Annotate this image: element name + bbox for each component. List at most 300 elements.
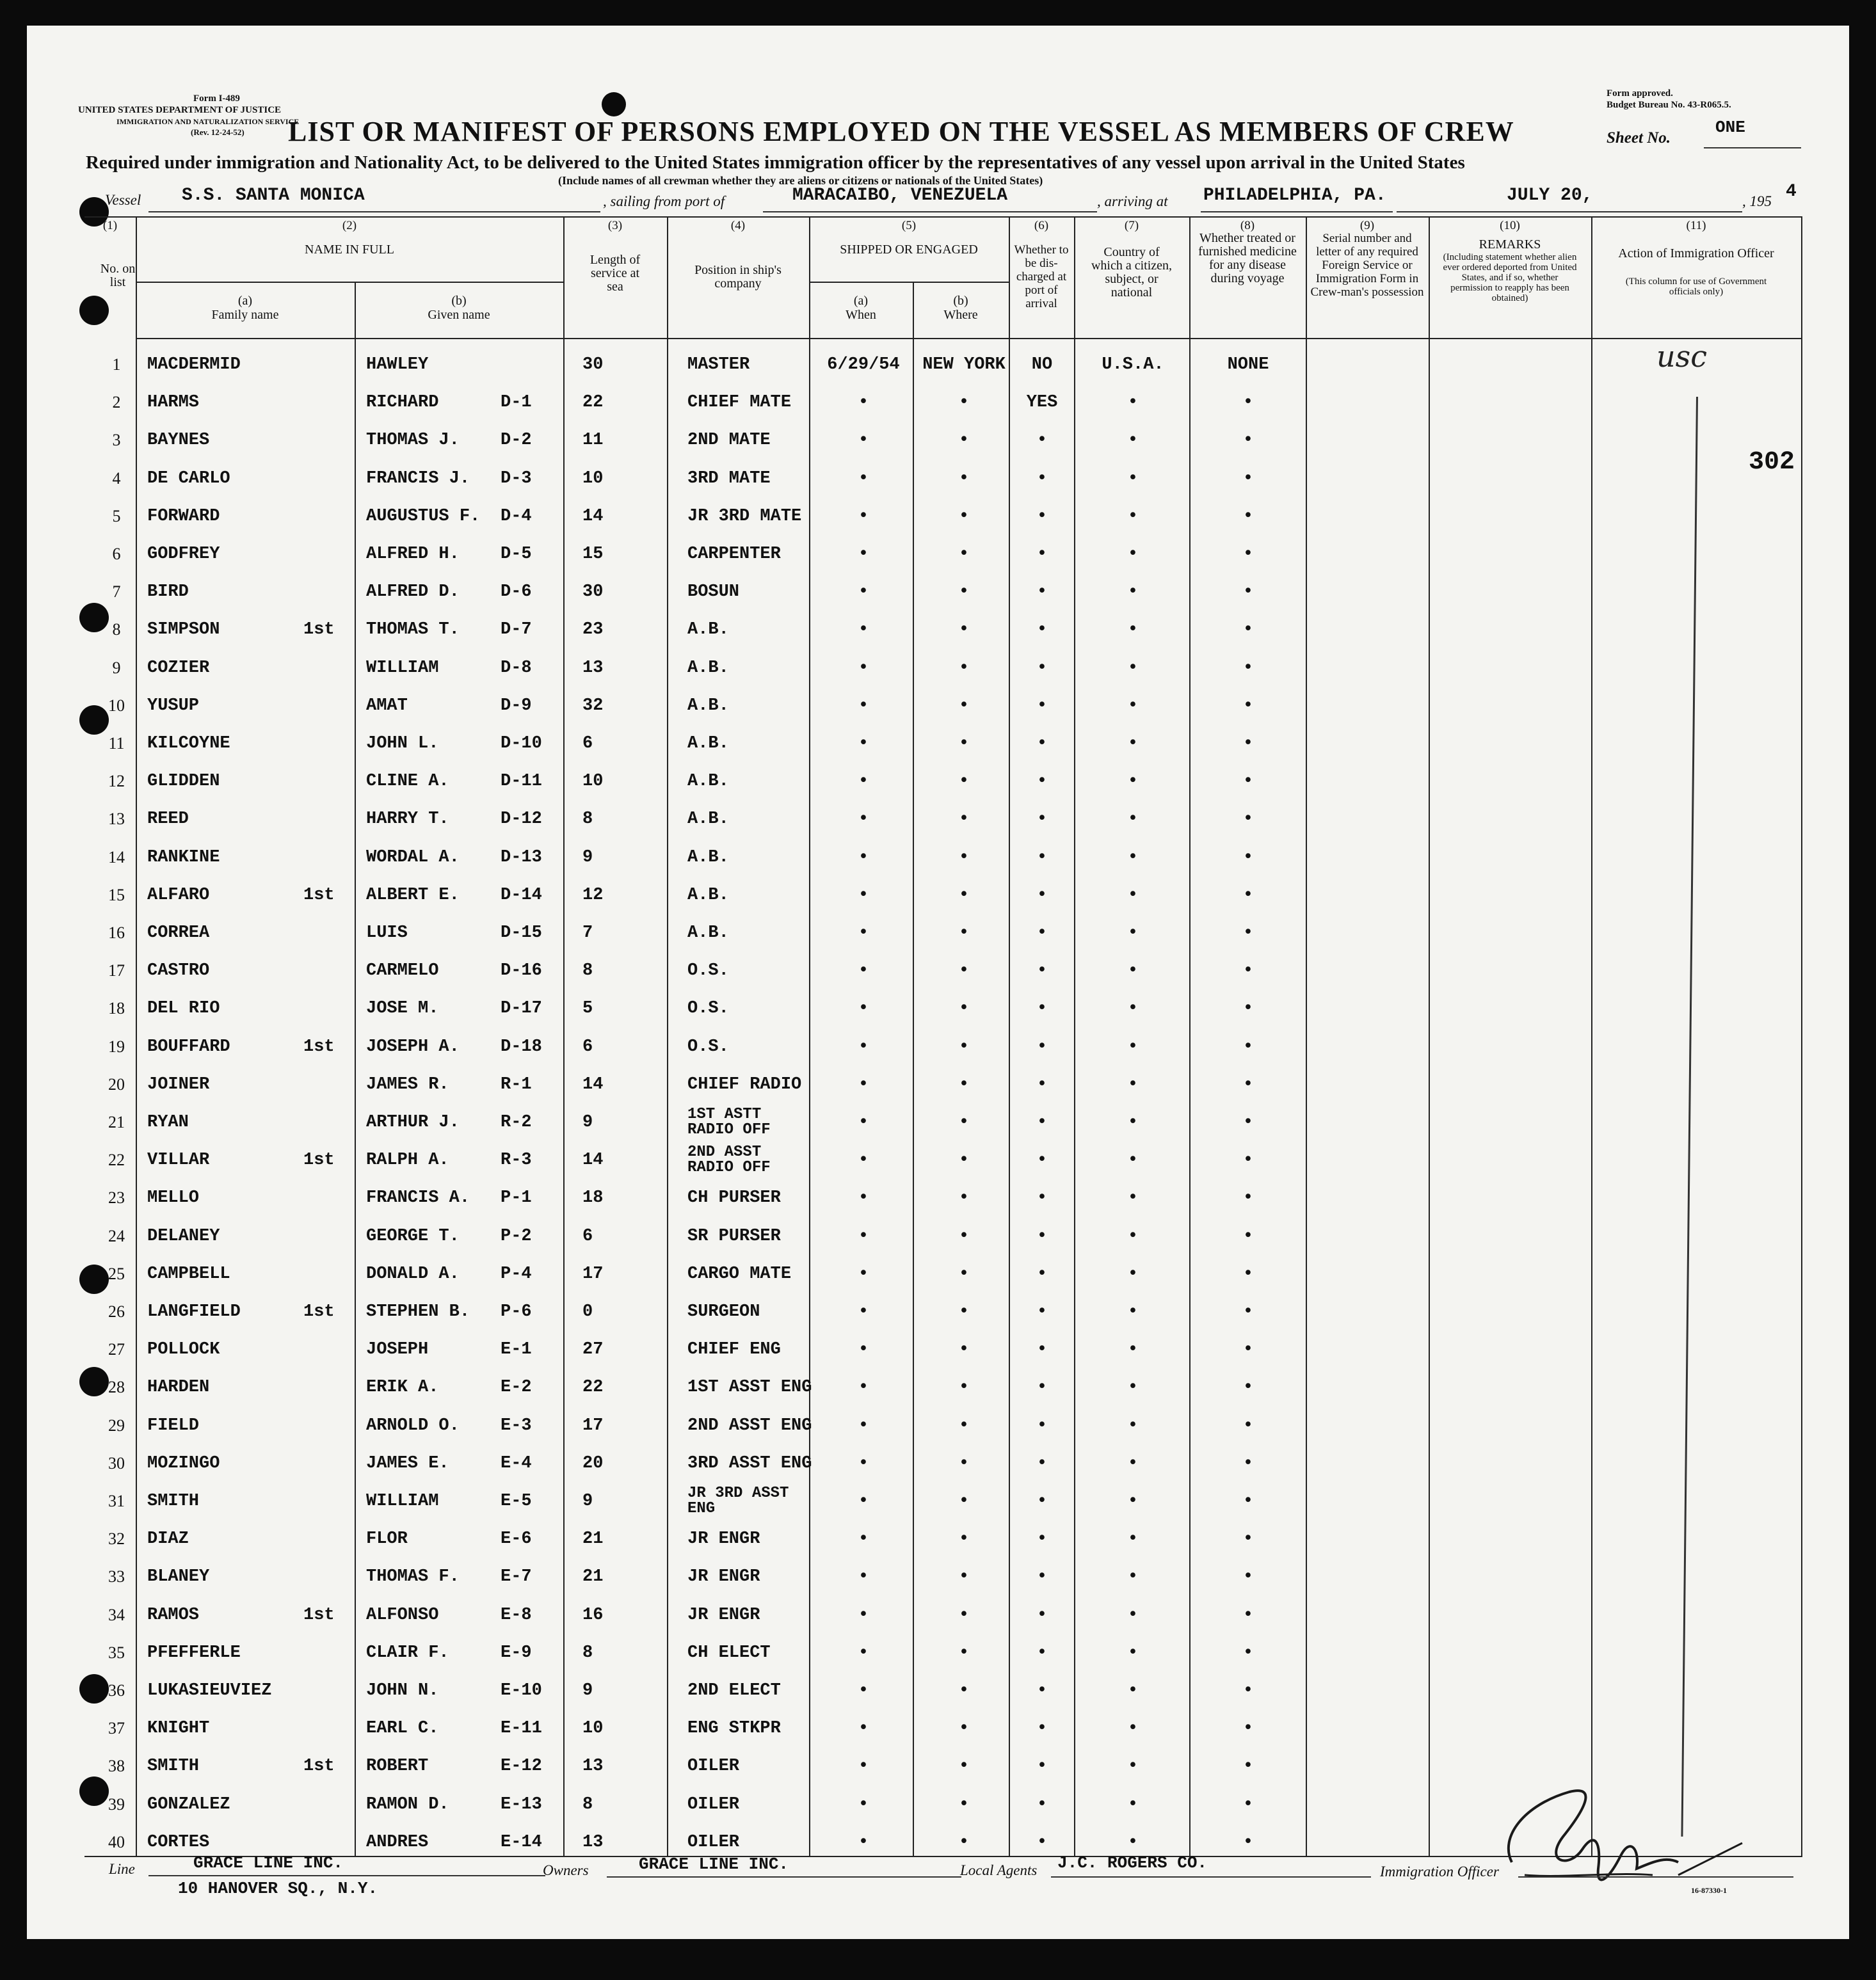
cell-country: • [1127,506,1139,526]
cell-treated: • [1242,847,1254,867]
cell-code: D-10 [501,734,542,753]
col-number: (7) [1124,219,1139,232]
cell-code: E-5 [501,1492,532,1511]
row-number: 11 [108,734,125,753]
cell-given: ANDRES [366,1832,429,1852]
cell-discharged: • [1036,772,1048,792]
cell-treated: • [1242,772,1254,792]
cell-where: • [958,393,970,413]
row-number: 36 [108,1681,125,1700]
arrival-date: JULY 20, [1507,186,1593,205]
cell-service: 10 [582,468,604,488]
cell-treated: • [1242,545,1254,564]
cell-position: JR 3RD MATE [687,506,802,526]
officer-underline [1518,1876,1793,1878]
header-letter: (a) [853,294,869,308]
row-number: 16 [108,923,125,942]
col-number: (10) [1500,219,1520,232]
table-row [27,1293,1849,1331]
cell-discharged: • [1036,1226,1048,1246]
cell-mark: 1st [303,1605,335,1625]
row-number: 10 [108,696,125,715]
cell-position: JR 3RD ASST ENG [687,1485,789,1517]
agency-subline: IMMIGRATION AND NATURALIZATION SERVICE [116,117,300,126]
cell-where: • [958,658,970,678]
header-country: Country of which a citizen, subject, or national [1091,245,1173,299]
cell-country: • [1127,1643,1139,1663]
line-address: 10 HANOVER SQ., N.Y. [178,1879,378,1898]
cell-service: 22 [582,393,604,413]
cell-given: FRANCIS A. [366,1188,470,1208]
table-row [27,421,1849,459]
table-row [27,1520,1849,1558]
table-row [27,1634,1849,1672]
cell-family: DE CARLO [147,468,230,488]
cell-treated: • [1242,999,1254,1019]
arriving-port: PHILADELPHIA, PA. [1203,186,1386,205]
row-number: 25 [108,1264,125,1283]
approval-line: Form approved. [1607,88,1673,99]
cell-discharged: • [1036,961,1048,981]
cell-discharged: • [1036,1681,1048,1700]
cell-treated: • [1242,1378,1254,1398]
year-prefix: , 195 [1742,193,1772,209]
cell-where: • [958,1378,970,1398]
cell-given: THOMAS F. [366,1567,460,1587]
cell-treated: • [1242,658,1254,678]
agents-value: J.C. ROGERS CO. [1057,1853,1208,1872]
cell-discharged: • [1036,1378,1048,1398]
cell-family: BLANEY [147,1567,210,1587]
cell-treated: • [1242,1567,1254,1587]
cell-given: GEORGE T. [366,1226,460,1246]
cell-treated: • [1242,1757,1254,1776]
cell-when: • [858,1340,869,1360]
cell-family: HARMS [147,393,200,413]
cell-treated: • [1242,1605,1254,1625]
cell-position: A.B. [687,810,729,829]
cell-where: • [958,1453,970,1473]
header-immigration-action: Action of Immigration Officer [1618,246,1774,260]
cell-discharged: • [1036,1719,1048,1739]
cell-when: • [858,431,869,451]
cell-treated: • [1242,1453,1254,1473]
cell-code: E-13 [501,1794,542,1814]
cell-treated: • [1242,582,1254,602]
cell-service: 17 [582,1416,604,1435]
line-label: Line [109,1861,135,1877]
cell-where: • [958,1681,970,1700]
cell-code: E-14 [501,1832,542,1852]
cell-discharged: • [1036,545,1048,564]
cell-service: 14 [582,1074,604,1094]
cell-country: • [1127,431,1139,451]
cell-discharged: • [1036,1453,1048,1473]
table-row [27,762,1849,801]
cell-given: WILLIAM [366,658,439,678]
cell-country: • [1127,1492,1139,1511]
cell-where: • [958,1719,970,1739]
row-number: 37 [108,1719,125,1738]
cell-treated: • [1242,393,1254,413]
cell-when: • [858,545,869,564]
row-number: 2 [112,393,121,412]
cell-code: E-1 [501,1340,532,1360]
table-row [27,1596,1849,1634]
table-row [27,1444,1849,1483]
cell-code: R-3 [501,1151,532,1170]
cell-family: MACDERMID [147,355,241,374]
cell-given: JOSE M. [366,999,439,1019]
cell-given: DONALD A. [366,1264,460,1284]
cell-position: ENG STKPR [687,1719,781,1739]
cell-code: P-1 [501,1188,532,1208]
cell-discharged: • [1036,1529,1048,1549]
cell-given: ARTHUR J. [366,1113,460,1132]
cell-service: 9 [582,1492,593,1511]
cell-position: BOSUN [687,582,740,602]
cell-family: MELLO [147,1188,200,1208]
row-number: 20 [108,1074,125,1094]
cell-when: • [858,1605,869,1625]
cell-code: D-4 [501,506,532,526]
cell-service: 16 [582,1605,604,1625]
cell-position: A.B. [687,885,729,905]
table-row [27,1709,1849,1748]
cell-where: • [958,810,970,829]
cell-service: 9 [582,847,593,867]
cell-when: • [858,1719,869,1739]
table-row [27,1407,1849,1445]
cell-treated: • [1242,923,1254,943]
cell-position: CHIEF ENG [687,1340,781,1360]
cell-code: E-10 [501,1681,542,1700]
cell-service: 20 [582,1453,604,1473]
row-number: 12 [108,772,125,791]
cell-given: ROBERT [366,1757,429,1776]
print-code: 16-87330-1 [1691,1886,1727,1895]
cell-position: CHIEF MATE [687,393,792,413]
cell-discharged: • [1036,734,1048,753]
header-shipped-or-engaged: SHIPPED OR ENGAGED [840,243,978,257]
cell-where: NEW YORK [922,355,1006,374]
cell-code: E-11 [501,1719,542,1739]
table-row [27,1330,1849,1369]
table-row [27,497,1849,536]
cell-position: O.S. [687,1037,729,1057]
cell-code: D-11 [501,772,542,792]
cell-code: E-6 [501,1529,532,1549]
cell-position: JR ENGR [687,1605,760,1625]
cell-service: 5 [582,999,593,1019]
header-no-on-list: No. on list [100,262,136,289]
cell-discharged: • [1036,431,1048,451]
cell-given: AUGUSTUS F. [366,506,481,526]
cell-country: • [1127,1416,1139,1435]
row-number: 27 [108,1340,125,1359]
cell-country: • [1127,1264,1139,1284]
row-number: 35 [108,1643,125,1662]
cell-family: CAMPBELL [147,1264,230,1284]
cell-where: • [958,1567,970,1587]
cell-country: • [1127,1757,1139,1776]
cell-country: • [1127,772,1139,792]
cell-discharged: • [1036,1794,1048,1814]
cell-given: RAMON D. [366,1794,449,1814]
cell-where: • [958,1151,970,1170]
cell-given: ERIK A. [366,1378,439,1398]
table-row [27,611,1849,649]
cell-code: D-9 [501,696,532,715]
row-number: 13 [108,810,125,829]
cell-family: FIELD [147,1416,200,1435]
row-number: 18 [108,999,125,1018]
header-treated: Whether treated or furnished medicine for any disease during voyage [1198,231,1297,285]
row-number: 9 [112,658,121,677]
cell-position: A.B. [687,658,729,678]
cell-discharged: • [1036,1416,1048,1435]
cell-code: E-7 [501,1567,532,1587]
table-row [27,838,1849,877]
cell-position: A.B. [687,696,729,715]
cell-when: • [858,1302,869,1321]
row-number: 33 [108,1567,125,1586]
cell-family: YUSUP [147,696,200,715]
cell-given: THOMAS T. [366,620,460,640]
cell-service: 12 [582,885,604,905]
cell-service: 17 [582,1264,604,1284]
cell-service: 8 [582,810,593,829]
cell-code: E-12 [501,1757,542,1776]
row-number: 39 [108,1794,125,1814]
cell-where: • [958,1794,970,1814]
cell-when: • [858,1492,869,1511]
row-number: 21 [108,1113,125,1131]
cell-family: BOUFFARD [147,1037,230,1057]
stamp-number: 302 [1749,448,1795,477]
cell-family: REED [147,810,189,829]
header-immigration-note: (This column for use of Government officials only) [1625,276,1767,297]
cell-position: A.B. [687,620,729,640]
cell-treated: • [1242,431,1254,451]
header-family-name: Family name [211,308,279,322]
cell-service: 22 [582,1378,604,1398]
cell-given: ALBERT E. [366,885,460,905]
cell-service: 32 [582,696,604,715]
cell-discharged: • [1036,1074,1048,1094]
cell-mark: 1st [303,885,335,905]
cell-service: 9 [582,1681,593,1700]
cell-family: LANGFIELD [147,1302,241,1321]
cell-where: • [958,468,970,488]
cell-position: CHIEF RADIO [687,1074,802,1094]
cell-country: • [1127,1681,1139,1700]
cell-when: • [858,847,869,867]
col-number: (8) [1240,219,1255,232]
cell-family: CORREA [147,923,210,943]
cell-treated: • [1242,1492,1254,1511]
cell-where: • [958,999,970,1019]
cell-treated: • [1242,1832,1254,1852]
table-row [27,1103,1849,1142]
cell-mark: 1st [303,620,335,640]
cell-code: D-13 [501,847,542,867]
header-remarks: REMARKS [1479,237,1541,251]
cell-service: 18 [582,1188,604,1208]
cell-when: • [858,393,869,413]
cell-mark: 1st [303,1302,335,1321]
col-number: (2) [342,219,357,232]
header-when: When [846,308,876,322]
agents-underline [1051,1876,1371,1878]
cell-position: 2ND MATE [687,431,771,451]
row-number: 29 [108,1416,125,1435]
cell-position: A.B. [687,923,729,943]
row-number: 4 [112,468,121,488]
table-row [27,1255,1849,1293]
cell-family: LUKASIEUVIEZ [147,1681,272,1700]
sheet-number: ONE [1715,118,1745,137]
cell-when: • [858,1416,869,1435]
cell-where: • [958,582,970,602]
cell-country: • [1127,810,1139,829]
cell-mark: 1st [303,1151,335,1170]
cell-service: 6 [582,1226,593,1246]
cell-treated: • [1242,1416,1254,1435]
cell-when: • [858,1151,869,1170]
cell-position: SR PURSER [687,1226,781,1246]
cell-position: OILER [687,1794,740,1814]
cell-treated: • [1242,1340,1254,1360]
cell-treated: • [1242,468,1254,488]
cell-discharged: • [1036,885,1048,905]
cell-given: JAMES R. [366,1074,449,1094]
cell-mark: 1st [303,1757,335,1776]
cell-discharged: • [1036,923,1048,943]
cell-position: OILER [687,1757,740,1776]
cell-code: D-5 [501,545,532,564]
cell-code: D-18 [501,1037,542,1057]
cell-country: • [1127,1453,1139,1473]
row-number: 14 [108,847,125,866]
cell-when: • [858,1832,869,1852]
cell-family: GONZALEZ [147,1794,230,1814]
table-row [27,914,1849,952]
cell-family: MOZINGO [147,1453,220,1473]
cell-given: FLOR [366,1529,408,1549]
row-number: 3 [112,431,121,450]
cell-when: • [858,620,869,640]
table-row [27,1217,1849,1256]
cell-where: • [958,1074,970,1094]
cell-given: JOSEPH A. [366,1037,460,1057]
cell-service: 8 [582,961,593,981]
col-number: (11) [1686,219,1706,232]
cell-family: BAYNES [147,431,210,451]
cell-where: • [958,1340,970,1360]
cell-given: RICHARD [366,393,439,413]
cell-service: 14 [582,506,604,526]
cell-when: • [858,1529,869,1549]
cell-service: 9 [582,1113,593,1132]
cell-where: • [958,1416,970,1435]
cell-discharged: • [1036,1605,1048,1625]
cell-position: O.S. [687,961,729,981]
cell-given: THOMAS J. [366,431,460,451]
cell-country: • [1127,999,1139,1019]
cell-position: A.B. [687,734,729,753]
cell-family: GLIDDEN [147,772,220,792]
cell-family: KILCOYNE [147,734,230,753]
cell-given: EARL C. [366,1719,439,1739]
cell-given: CLINE A. [366,772,449,792]
sheet-label: Sheet No. [1607,129,1671,147]
cell-service: 13 [582,1757,604,1776]
cell-given: ALFRED H. [366,545,460,564]
cell-where: • [958,1264,970,1284]
cell-code: D-8 [501,658,532,678]
cell-discharged: • [1036,1302,1048,1321]
cell-code: D-17 [501,999,542,1019]
cell-family: GODFREY [147,545,220,564]
year-digit: 4 [1786,182,1797,202]
col-number: (4) [730,219,746,232]
cell-when: • [858,582,869,602]
cell-position: 1ST ASTT RADIO OFF [687,1106,771,1138]
cell-family: VILLAR [147,1151,210,1170]
cell-service: 8 [582,1794,593,1814]
table-row [27,573,1849,611]
budget-bureau-line: Budget Bureau No. 43-R065.5. [1607,100,1731,110]
page-subtitle: Required under immigration and Nationality Act, to be delivered to the United States immigration officer by the representatives of any vessel upon arrival in the United States [86,152,1465,173]
cell-given: RALPH A. [366,1151,449,1170]
cell-code: D-15 [501,923,542,943]
row-number: 40 [108,1832,125,1851]
cell-country: • [1127,1037,1139,1057]
header-given-name: Given name [428,308,490,322]
cell-given: JOSEPH [366,1340,429,1360]
cell-treated: • [1242,506,1254,526]
cell-discharged: • [1036,1188,1048,1208]
cell-family: ALFARO [147,885,210,905]
cell-where: • [958,1302,970,1321]
cell-country: • [1127,545,1139,564]
cell-position: OILER [687,1832,740,1852]
cell-given: HAWLEY [366,355,429,374]
cell-family: SMITH [147,1757,200,1776]
cell-treated: • [1242,1074,1254,1094]
cell-when: • [858,961,869,981]
cell-code: R-2 [501,1113,532,1132]
cell-service: 15 [582,545,604,564]
col-number: (6) [1034,219,1049,232]
cell-country: • [1127,1302,1139,1321]
cell-where: • [958,961,970,981]
cell-treated: • [1242,1113,1254,1132]
cell-code: D-14 [501,885,542,905]
cell-country: • [1127,923,1139,943]
officer-label: Immigration Officer [1380,1864,1499,1880]
row-number: 34 [108,1605,125,1624]
cell-discharged: • [1036,506,1048,526]
cell-position: 2ND ASST ENG [687,1416,812,1435]
crew-inclusion-note: (Include names of all crewman whether they are aliens or citizens or nationals of the United States) [558,174,1043,187]
cell-country: • [1127,1567,1139,1587]
cell-when: • [858,1113,869,1132]
cell-treated: • [1242,1681,1254,1700]
arriving-label: , arriving at [1097,193,1168,209]
cell-when: • [858,734,869,753]
